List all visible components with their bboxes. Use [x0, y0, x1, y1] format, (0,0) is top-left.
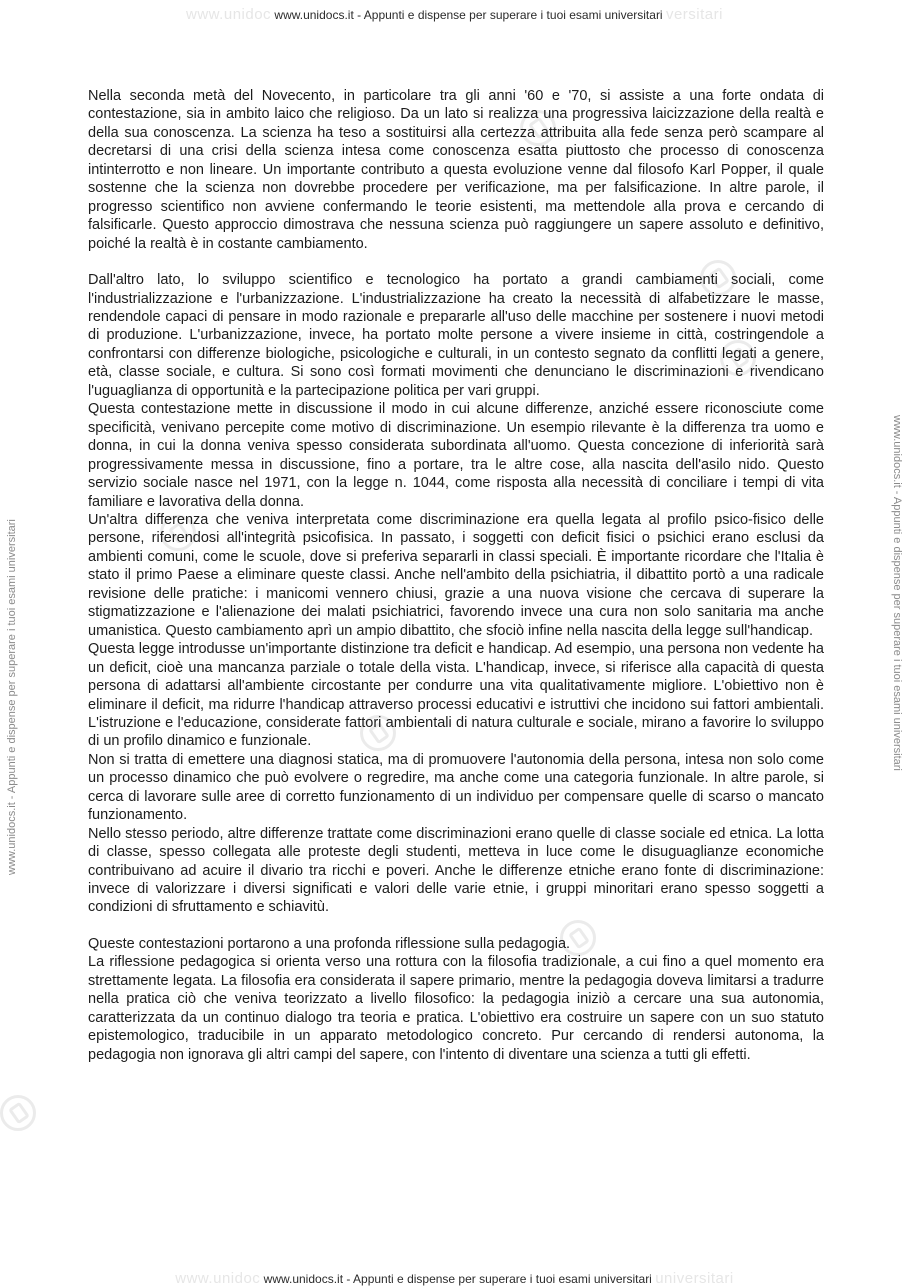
left-side-watermark: www.unidocs.it - Appunti e dispense per superare i tuoi esami universitari [6, 519, 18, 875]
right-side-watermark: www.unidocs.it - Appunti e dispense per superare i tuoi esami universitari [891, 415, 903, 771]
document-body [88, 87, 824, 1064]
paragraph: Queste contestazioni portarono a una profonda riflessione sulla pedagogia. [88, 935, 571, 952]
header-watermark-right: versitari [665, 6, 723, 23]
paragraph: Dall'altro lato, lo sviluppo scientifico e tecnologico ha portato a grandi cambiamenti sociali, come l'industrializzazione e l'urbanizzazione. L'industrializzazione ha creato la necessità di alfabetizzare le masse, rendendole capaci di pensare in modo razionale e prepararle all'uso delle macchine per sostenere i nuovi metodi di produzione. L'urbanizzazione, invece, ha portato molte persone a vivere insieme in città, costringendole a confrontarsi con differenze biologiche, psicologiche e culturali, in un contesto segnato da conflitti legati a genere, età, classe sociale, e cultura. Si sono così formati movimenti che denunciano le discriminazioni e rivendicano l'uguaglianza di opportunità e la partecipazione politica per vari gruppi. [88, 272, 824, 399]
footer-watermark-right: universitari [655, 1270, 734, 1287]
footer-watermark-left: www.unidoc [175, 1270, 261, 1287]
paragraph: Questa legge introdusse un'importante distinzione tra deficit e handicap. Ad esempio, una persona non vedente ha un deficit, cioè una mancanza parziale o totale della vista. L'handicap, invece, si riferisce alla capacità di questa persona di adattarsi all'ambiente circostante per condurre una vita qualitativamente migliore. L'obiettivo non è eliminare il deficit, ma ridurre l'handicap attraverso processi educativi e istruttivi che incidono sui fattori ambientali. L'istruzione e l'educazione, considerate fattori ambientali di natura culturale e sociale, mirano a favorire lo sviluppo di un profilo dinamico e funzionale. [88, 641, 824, 750]
footer-banner-text: www.unidocs.it - Appunti e dispense per superare i tuoi esami universitari [263, 1272, 652, 1286]
header-banner [0, 6, 909, 23]
header-banner-text: www.unidocs.it - Appunti e dispense per superare i tuoi esami universitari [274, 8, 663, 22]
paragraph: Non si tratta di emettere una diagnosi statica, ma di promuovere l'autonomia della persona, intesa non solo come un processo dinamico che può evolvere o regredire, ma anche come una categoria funzionale. In altre parole, si cerca di lavorare sulle aree di corretto funzionamento di un individuo per compensare quelle di scarso o mancato funzionamento. [88, 751, 824, 824]
header-watermark-left: www.unidoc [186, 6, 272, 23]
watermark-logo-icon [0, 1095, 36, 1131]
paragraph: Nello stesso periodo, altre differenze trattate come discriminazioni erano quelle di classe sociale ed etnica. La lotta di classe, spesso collegata alle proteste degli studenti, metteva in luce come le disuguaglianze economiche contribuivano ad acuire il divario tra ricchi e poveri. Anche le differenze etniche erano fonte di discriminazione: invece di valorizzare i diversi significati e valori delle varie etnie, i gruppi minoritari erano spesso soggetti a condizioni di sfruttamento e schiavitù. [88, 825, 824, 916]
paragraph: Un'altra differenza che veniva interpretata come discriminazione era quella legata al profilo psico-fisico delle persone, riferendosi all'integrità psicofisica. In passato, i soggetti con deficit fisici o psichici erano esclusi da ambienti comuni, come le scuole, dove si preferiva separarli in classi speciali. È importante ricordare che l'Italia è stato il primo Paese a eliminare queste classi. Anche nell'ambito della psichiatria, il dibattito portò a una radicale revisione delle pratiche: i manicomi vennero chiusi, grazie a una nuova visione che cercava di superare la stigmatizzazione e l'alienazione dei malati psichiatrici, favorendo invece una cura non solo sanitaria ma anche umanistica. Questo cambiamento aprì un ampio dibattito, che sfociò infine nella nascita della legge sull'handicap. [88, 511, 824, 639]
footer-banner [0, 1270, 909, 1287]
paragraph: Questa contestazione mette in discussione il modo in cui alcune differenze, anziché essere riconosciute come specificità, venivano percepite come motivo di discriminazione. Un esempio rilevante è la differenza tra uomo e donna, in cui la donna veniva spesso considerata subordinata all'uomo. Questa concezione di inferiorità sarà progressivamente messa in discussione, fino a portare, tra le altre cose, alla nascita dell'asilo nido. Questo servizio sociale nasce nel 1971, con la legge n. 1044, come risposta alla necessità di conciliare i tempi di vita familiare e lavorativa della donna. [88, 401, 824, 510]
paragraph: La riflessione pedagogica si orienta verso una rottura con la filosofia tradizionale, a cui fino a quel momento era strettamente legata. La filosofia era considerata il sapere primario, mentre la pedagogia doveva limitarsi a tradurre nella pratica ciò che veniva teorizzato a livello filosofico: la pedagogia iniziò a cercare una sua autonomia, caratterizzata da un continuo dialogo tra teoria e pratica. L'obiettivo era costruire un sapere con un suo statuto epistemologico, traducibile in un apparato metodologico concreto. Pur cercando di rendersi autonoma, la pedagogia non ignorava gli altri campi del sapere, con l'intento di diventare una scienza a tutti gli effetti. [88, 954, 824, 1063]
paragraph: Nella seconda metà del Novecento, in particolare tra gli anni '60 e '70, si assiste a una forte ondata di contestazione, sia in ambito laico che religioso. Da un lato si realizza una progressiva laicizzazione della realtà e della sua conoscenza. La scienza ha teso a sostituirsi alla certezza attribuita alla fede senza però scampare al decretarsi di una crisi della scienza intesa come conoscenza esatta piuttosto che processo di conoscenza intinterrotto e non lineare. Un importante contributo a questa evoluzione venne dal filosofo Karl Popper, il quale sostenne che la scienza non dovrebbe procedere per verificazione, ma per falsificazione. In altre parole, il progresso scientifico non avviene confermando le teorie esistenti, ma mettendole alla prova e cercando di falsificarle. Questo approccio dimostrava che nessuna scienza può raggiungere un sapere assoluto e definitivo, poiché la realtà è in costante cambiamento. [88, 88, 824, 252]
